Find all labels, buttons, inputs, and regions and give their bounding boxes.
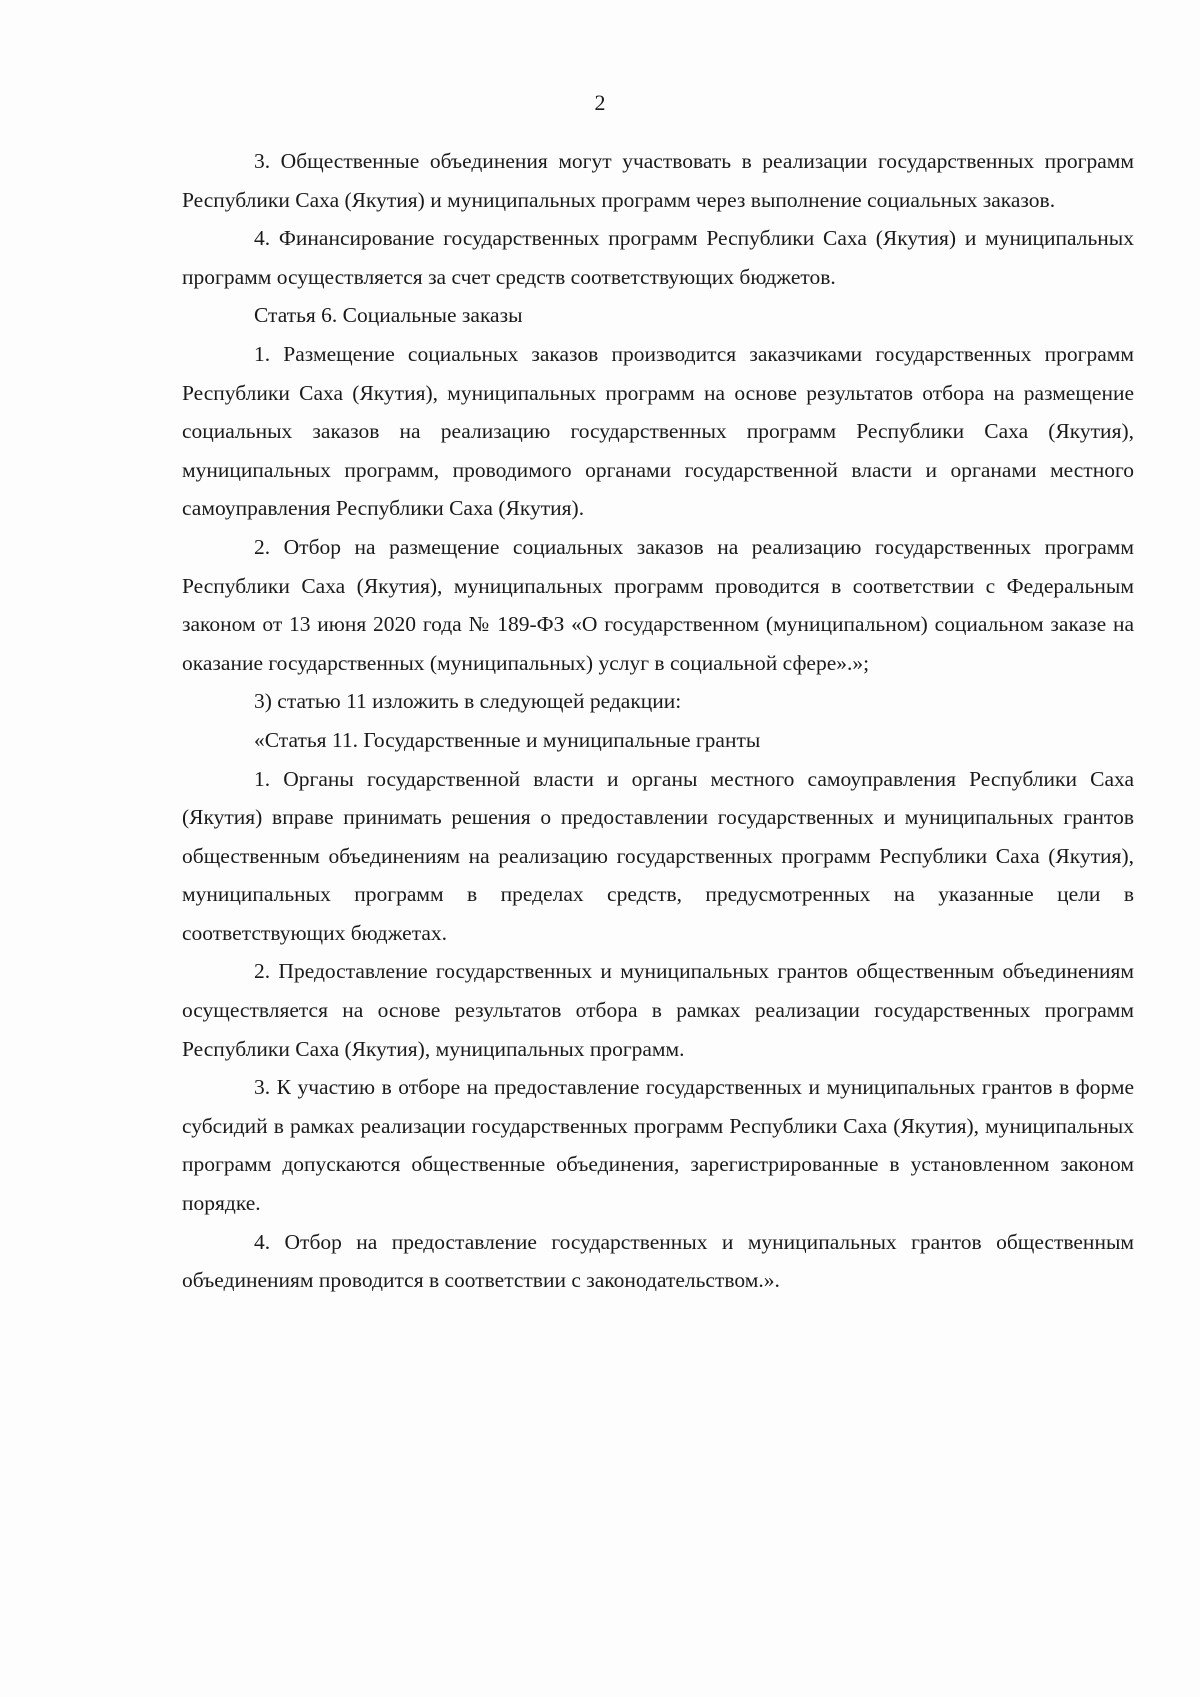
page-number: 2 (594, 90, 606, 115)
paragraph-article11-part1: 1. Органы государственной власти и органы местного самоуправления Республики Саха (Якутия) вправе принимать решения о предоставлении государственных и муниципальных грантов общественным объединениям на реализацию государственных программ Республики Саха (Якутия), муниципальных программ в пределах средств, предусмотренных на указанные цели в соответствующих бюджетах. (182, 766, 1134, 945)
paragraph-article11-part3: 3. К участию в отборе на предоставление государственных и муниципальных грантов в форме субсидий в рамках реализации государственных программ Республики Саха (Якутия), муниципальных программ допускаются общественные объединения, зарегистрированные в установленном законом порядке. (182, 1075, 1134, 1216)
paragraph-article6-part2: 2. Отбор на размещение социальных заказов на реализацию государственных программ Республики Саха (Якутия), муниципальных программ проводится в соответствии с Федеральным законом от 13 июня 2020 года № 189-ФЗ «О государственном (муниципальном) социальном заказе на оказание государственных (муниципальных) услуг в социальной сфере».»; (182, 534, 1134, 675)
paragraph-article11-part4: 4. Отбор на предоставление государственных и муниципальных грантов общественным объединениям проводится в соответствии с законодательством.». (182, 1229, 1134, 1293)
paragraph-article5-part3: 3. Общественные объединения могут участвовать в реализации государственных программ Республики Саха (Якутия) и муниципальных программ через выполнение социальных заказов. (182, 149, 1134, 212)
paragraph-article5-part4: 4. Финансирование государственных программ Республики Саха (Якутия) и муниципальных программ осуществляется за счет средств соответствующих бюджетов. (182, 226, 1134, 289)
paragraph-article11-part2: 2. Предоставление государственных и муниципальных грантов общественным объединениям осуществляется на основе результатов отбора в рамках реализации государственных программ Республики Саха (Якутия), муниципальных программ. (182, 959, 1134, 1061)
article-6-heading: Статья 6. Социальные заказы (254, 303, 523, 328)
article-11-heading: «Статья 11. Государственные и муниципальные гранты (254, 727, 761, 752)
amendment-item-3: 3) статью 11 изложить в следующей редакции: (254, 689, 682, 714)
document-body (182, 142, 1134, 1300)
paragraph-article6-part1: 1. Размещение социальных заказов производится заказчиками государственных программ Республики Саха (Якутия), муниципальных программ на основе результатов отбора на размещение социальных заказов на реализацию государственных программ Республики Саха (Якутия), муниципальных программ, проводимого органами государственной власти и органами местного самоуправления Республики Саха (Якутия). (182, 341, 1134, 521)
